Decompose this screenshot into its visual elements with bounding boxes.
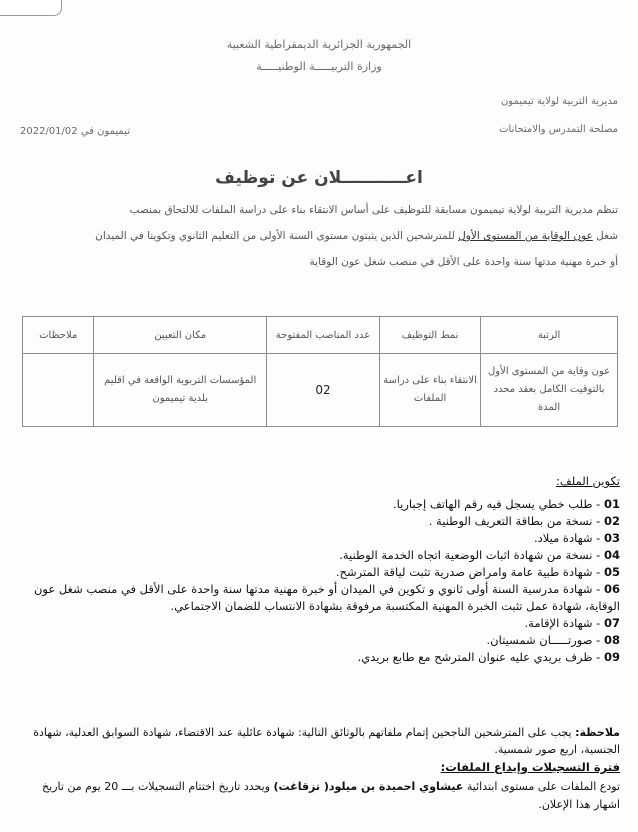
header-notes: ملاحظات (23, 317, 94, 354)
dossier-heading: تكوين الملف: (555, 474, 620, 488)
page-corner-tab[interactable] (0, 0, 62, 16)
table-header-row (23, 317, 618, 354)
note-label: ملاحظة: (575, 726, 620, 739)
list-item: 05 - شهادة طبية عامة وامراض صدرية تثبت لياقة المترشح. (335, 565, 620, 579)
cell-rank: عون وقاية من المستوى الأول بالتوقيت الكامل بعقد محدد المدة (481, 354, 618, 427)
list-item: 09 - ظرف بريدي عليه عنوان المترشح مع طابع بريدي. (357, 650, 620, 664)
table-row (23, 354, 618, 427)
directorate-name: مديرية التربية لولاية تيميمون (500, 96, 618, 107)
cell-mode: الانتقاء بناء على دراسة الملفات (380, 354, 481, 427)
cell-positions: 02 (266, 354, 379, 427)
header-positions: عدد المناصب المفتوحة (266, 317, 379, 354)
note-text: يجب على المترشحين الناجحين إتمام ملفاتهم بالوثائق التالية: شهادة عائلية عند الاقتضاء، شهادة السوابق العدلية، شهادة الجنسية، اربع صور شمسية. (33, 726, 620, 756)
position-name: عون الوقاية من المستوى الأول (458, 230, 593, 242)
intro-line-2-prefix: شغل (596, 230, 618, 242)
header-mode: نمط التوظيف (380, 317, 481, 354)
intro-line-1: تنظم مديرية التربية لولاية تيميمون مسابقة للتوظيف على أساس الانتقاء بناء على دراسة الملفات للالتحاق بمنصب (129, 204, 618, 216)
republic-header: الجمهورية الجزائرية الديمقراطية الشعبية (226, 38, 412, 51)
header-place: مكان التعيين (94, 317, 267, 354)
cell-notes (23, 354, 94, 427)
intro-line-3: أو خبرة مهنية مدتها سنة واحدة على الأقل في منصب شغل عون الوقاية (309, 256, 618, 268)
positions-table (22, 316, 618, 427)
registration-heading: فترة التسجيلات وإيداع الملفات: (440, 760, 620, 774)
list-item: 06 - شهادة مدرسية السنة أولى ثانوي و تكوين في الميدان أو خبرة مهنية مدتها سنة واحدة على الأقل في منصب شغل عون الوقاية، شهادة عمل تثبت الخبرة المهنية المكتسبة مرفوقة بشهادة الانتساب للضمان الاجتماعي. (33, 582, 620, 613)
list-item: 01 - طلب خطي يسجل فيه رقم الهاتف إجباريا. (392, 497, 620, 511)
registration-prefix: تودع الملفات على مستوى ابتدائية (466, 780, 620, 793)
cell-place: المؤسسات التربوية الواقعة في اقليم بلدية تيميمون (94, 354, 267, 427)
list-item: 03 - شهادة ميلاد. (534, 531, 620, 545)
announcement-title: اعـــــــــــلان عن توظيف (215, 168, 423, 188)
registration-suffix: ويحدد تاريخ اختتام التسجيلات بـــ 20 يوم من تاريخ اشهار هذا الإعلان. (42, 780, 620, 811)
document-date: تيميمون في 2022/01/02 (20, 126, 131, 137)
note-paragraph (16, 724, 620, 758)
dossier-list (16, 496, 620, 666)
list-item: 08 - صورتـــــان شمسيتان. (486, 633, 620, 647)
intro-line-2 (18, 230, 618, 242)
service-name: مصلحة التمدرس والامتحانات (499, 124, 618, 135)
list-item: 07 - شهادة الإقامة. (524, 616, 620, 630)
school-name: عيشاوي احميدة بن ميلود( تزقاغت) (273, 780, 464, 793)
header-rank: الرتبة (481, 317, 618, 354)
intro-line-2-suffix: للمترشحين الذين يثبتون مستوى السنة الأولى من التعليم الثانوي وتكوينا في الميدان (95, 230, 455, 242)
registration-paragraph (16, 778, 620, 814)
list-item: 04 - نسخة من شهادة اثبات الوضعية اتجاه الخدمة الوطنية. (339, 548, 620, 562)
ministry-header: وزارة التربيـــــة الوطنيـــــة (256, 60, 382, 73)
list-item: 02 - نسخة من بطاقة التعريف الوطنية . (428, 514, 620, 528)
